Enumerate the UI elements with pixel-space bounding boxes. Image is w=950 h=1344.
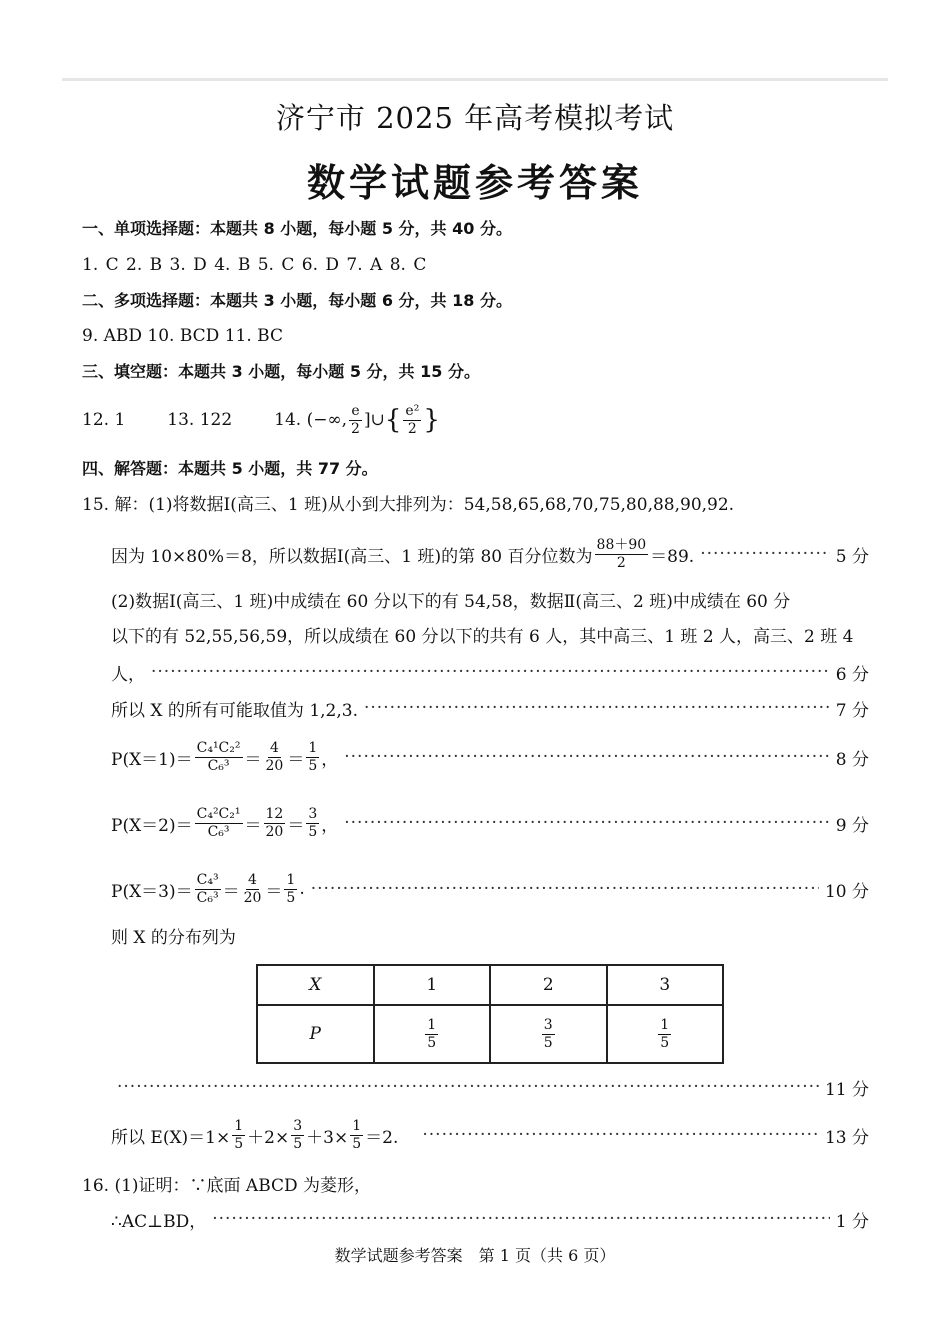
q15-line-5: 人， ····· 6 分	[111, 652, 869, 692]
q15-line-6: 所以 X 的所有可能取值为 1,2,3. ····· 7 分	[111, 688, 869, 728]
leader-dots	[117, 1077, 819, 1097]
table-header-2: 2	[490, 965, 607, 1005]
prob-x1: P(X＝1)＝ $\frac{\text{C₄¹C₂²}}{\text{C₆³}}$ ＝ $\frac{4}{20}$ ＝ $\frac{1}{5}$ ， ····· 8 分	[111, 734, 869, 780]
leader-dots	[344, 813, 830, 833]
dist-intro: 则 X 的分布列为	[111, 928, 236, 948]
expectation-line: 所以 E(X)＝1× $\frac{1}{5}$ ＋2× $\frac{3}{5}$ ＋3× $\frac{1}{5}$ ＝2. ····· 13 分	[111, 1112, 869, 1158]
q15-line-3: (2)数据Ⅰ(高三、1 班)中成绩在 60 分以下的有 54,58，数据Ⅱ(高三、2 班)中成绩在 60 分	[111, 592, 791, 612]
answer-14-union: ]∪	[363, 410, 385, 430]
section-2-heading: 二、多项选择题：本题共 3 小题，每小题 6 分，共 18 分。	[82, 291, 512, 310]
answer-14-fraction: $\frac{e}{2}$	[351, 402, 360, 437]
answer-12: 12. 1	[82, 410, 126, 430]
prob-x3: P(X＝3)＝ $\frac{\text{C₄³}}{\text{C₆³}}$ ＝ $\frac{4}{20}$ ＝ $\frac{1}{5}$ . ····· 10 分	[111, 866, 869, 912]
top-rule	[62, 78, 888, 81]
table-header-3: 3	[607, 965, 724, 1005]
table-cell-p1: $\frac{1}{5}$	[374, 1005, 491, 1063]
score-10: 10 分	[824, 881, 869, 902]
leader-dots	[212, 1209, 830, 1229]
score-8: 8 分	[835, 749, 869, 770]
table-header-1: 1	[374, 965, 491, 1005]
table-row	[257, 965, 723, 1005]
percentile-fraction: $\frac{88+90}{2}$	[596, 536, 647, 571]
q15-line-4: 以下的有 52,55,56,59，所以成绩在 60 分以下的共有 6 人，其中高三、1 班 2 人，高三、2 班 4	[111, 627, 854, 647]
left-brace: {	[384, 405, 402, 435]
answer-14-prefix: 14. (−∞,	[274, 410, 348, 430]
table-header-x: X	[257, 965, 374, 1005]
section-1-heading: 一、单项选择题：本题共 8 小题，每小题 5 分，共 40 分。	[82, 219, 512, 238]
score-6: 6 分	[835, 664, 869, 685]
answer-13: 13. 122	[167, 410, 233, 430]
q16-line-1: 16. (1)证明：∵底面 ABCD 为菱形，	[82, 1176, 372, 1196]
table-cell-p3: $\frac{1}{5}$	[607, 1005, 724, 1063]
score-7: 7 分	[835, 700, 869, 721]
q15-line-1: 15. 解：(1)将数据Ⅰ(高三、1 班)从小到大排列为：54,58,65,68,70,75,80,88,90,92.	[82, 495, 735, 515]
leader-dots	[311, 879, 819, 899]
score-11: 11 分	[824, 1079, 869, 1100]
score-1: 1 分	[835, 1211, 869, 1232]
right-brace: }	[423, 405, 440, 435]
after-table-line	[117, 1067, 869, 1107]
answer-14-set-fraction: $\frac{\text{e²}}{2}$	[405, 402, 420, 437]
page-footer: 数学试题参考答案 第 1 页（共 6 页）	[334, 1246, 616, 1265]
leader-dots	[422, 1125, 819, 1145]
exam-title: 济宁市 2025 年高考模拟考试	[275, 101, 675, 135]
section-3-heading: 三、填空题：本题共 3 小题，每小题 5 分，共 15 分。	[82, 362, 480, 381]
distribution-table	[256, 964, 724, 1064]
answer-key-title: 数学试题参考答案	[306, 161, 643, 205]
q15-line-2: 因为 10×80%＝8，所以数据Ⅰ(高三、1 班)的第 80 百分位数为 $\frac{88+90}{2}$ ＝89. ····· 5 分	[111, 532, 869, 576]
score-9: 9 分	[835, 815, 869, 836]
leader-dots	[700, 544, 830, 564]
section-1-answers: 1. C 2. B 3. D 4. B 5. C 6. D 7. A 8. C	[82, 255, 427, 275]
section-3-answers	[82, 398, 950, 442]
section-4-heading: 四、解答题：本题共 5 小题，共 77 分。	[82, 459, 378, 478]
score-13: 13 分	[824, 1127, 869, 1148]
score-5: 5 分	[835, 546, 869, 567]
leader-dots	[151, 662, 830, 682]
section-2-answers: 9. ABD 10. BCD 11. BC	[82, 326, 283, 346]
prob-x2: P(X＝2)＝ $\frac{\text{C₄²C₂¹}}{\text{C₆³}}$ ＝ $\frac{12}{20}$ ＝ $\frac{3}{5}$ ， ····· 9 分	[111, 800, 869, 846]
table-cell-p2: $\frac{3}{5}$	[490, 1005, 607, 1063]
leader-dots	[364, 698, 830, 718]
table-label-p: P	[257, 1005, 374, 1063]
leader-dots	[344, 747, 830, 767]
q16-line-2: ∴AC⊥BD， ····· 1 分	[111, 1199, 869, 1239]
table-row	[257, 1005, 723, 1063]
